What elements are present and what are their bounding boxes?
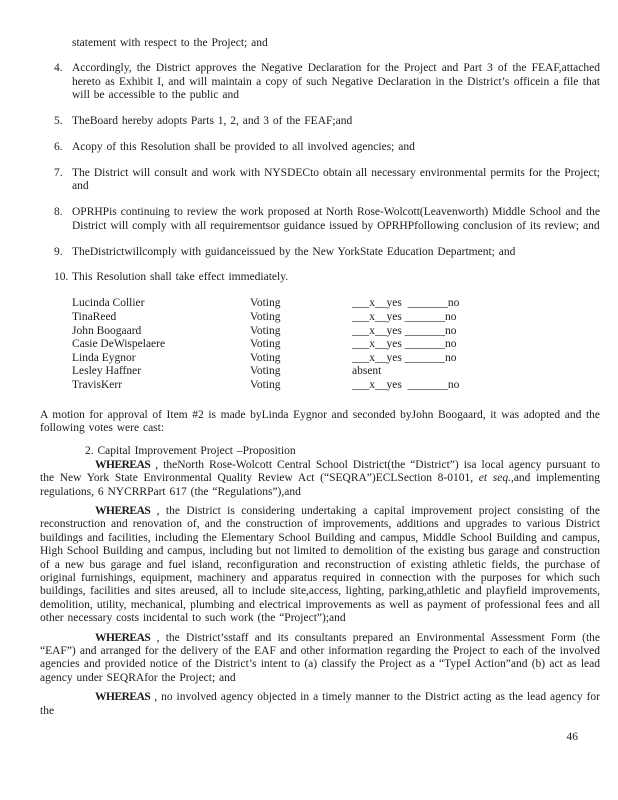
resolution-items bbox=[40, 62, 600, 284]
item-number: 4. bbox=[54, 62, 63, 75]
item-text: TheBoard hereby adopts Parts 1, 2, and 3 of the FEAF;and bbox=[72, 115, 353, 128]
motion-paragraph: A motion for approval of Item #2 is made byLinda Eygnor and seconded byJohn Boogaard, it was adopted and the following votes were cast: bbox=[40, 408, 600, 434]
whereas-text: , no involved agency objected in a timely manner to the District acting as the lead agency for the bbox=[40, 691, 600, 717]
item-number: 8. bbox=[54, 206, 63, 219]
voting-row bbox=[72, 325, 600, 339]
voting-table bbox=[72, 297, 600, 392]
continuation-line: statement with respect to the Project; and bbox=[72, 37, 268, 49]
item-text: Acopy of this Resolution shall be provided to all involved agencies; and bbox=[72, 141, 415, 154]
item-number: 7. bbox=[54, 166, 63, 179]
vote-result: ___x__yes _______no bbox=[352, 324, 457, 337]
vote-result: ___x__yes _______no bbox=[352, 351, 457, 364]
whereas-text: , the District’sstaff and its consultants prepared an Environmental Assessment Form (the “EAF”) and arranged for the delivery of the EAF and other information regarding the Project to each of the involved agencies and provided notice of the District’s intent to (a) classify the Project as a “TypeI Action”and (b) act as lead agency under SEQRAfor the Project; and bbox=[40, 631, 600, 684]
item-number: 10. bbox=[54, 271, 69, 284]
whereas-text: , theNorth Rose-Wolcott Central School District(the “District”) isa local agency pursuant to the New York State Environmental Quality Review Act (“SEQRA”)ECLSection 8-0101, bbox=[40, 458, 600, 485]
whereas-keyword: WHEREAS bbox=[95, 504, 151, 517]
resolution-item-6 bbox=[40, 141, 600, 154]
whereas-paragraph-1 bbox=[40, 459, 600, 499]
vote-result: absent bbox=[352, 365, 382, 378]
vote-result: ___x__yes _______no bbox=[352, 338, 457, 351]
voting-row bbox=[72, 338, 600, 352]
voting-label: Voting bbox=[250, 324, 281, 337]
whereas-keyword: WHEREAS bbox=[95, 691, 151, 704]
whereas-paragraph-2 bbox=[40, 505, 600, 626]
vote-result: ___x__yes _______no bbox=[352, 297, 460, 310]
whereas-text: , the District is considering undertaking a capital improvement project consisting of the reconstruction and renovation of, and the construction of improvements, additions and upgrades to various District buildings and facilities, including the Elementary School Building and campus, Middle School Building and campus, High School Building and campus, including but not limited to demolition of the existing bus garage and construction of a new bus garage and fuel island, reconfiguration and reconstruction of existing athletic fields, the purchase of original furnishings, equipment, machinery and apparatus required in connection with the purposes for which such buildings, facilities and sites areused, all to include site,access, lighting, parking,athletic and playfield improvements, demolition, utility, mechanical, plumbing and electrical improvements as well as payment of professional fees and all other necessary costs incidental to such work (the “Project”);and bbox=[40, 504, 600, 625]
voter-name: TravisKerr bbox=[72, 378, 123, 391]
vote-result: ___x__yes _______no bbox=[352, 310, 457, 323]
voting-label: Voting bbox=[250, 351, 281, 364]
voting-row bbox=[72, 297, 600, 311]
item-text: Accordingly, the District approves the Negative Declaration for the Project and Part 3 of the FEAF,attached hereto as Exhibit I, and will maintain a copy of such Negative Declaration in the District’s officein a file that will be accessible to the public and bbox=[72, 62, 600, 102]
vote-result: ___x__yes _______no bbox=[352, 378, 460, 391]
voting-row bbox=[72, 365, 600, 379]
voter-name: TinaReed bbox=[72, 310, 117, 323]
section-heading: 2. Capital Improvement Project –Proposition bbox=[85, 445, 296, 458]
voting-label: Voting bbox=[250, 310, 281, 323]
voting-label: Voting bbox=[250, 338, 281, 351]
item-number: 5. bbox=[54, 115, 63, 128]
voter-name: Casie DeWispelaere bbox=[72, 338, 166, 351]
item-text: OPRHPis continuing to review the work proposed at North Rose-Wolcott(Leavenworth) Middle School and the District will comply with all requirementsor guidance issued by OPRHPfollowing conclusion of its review; and bbox=[72, 206, 600, 232]
voter-name: John Boogaard bbox=[72, 324, 142, 337]
whereas-text: ,and implementing regulations, 6 NYCRRPart 617 (the “Regulations”),and bbox=[40, 472, 600, 498]
item-text: TheDistrictwillcomply with guidanceissued by the New YorkState Education Department; and bbox=[72, 245, 516, 258]
item-number: 6. bbox=[54, 141, 63, 154]
voting-row bbox=[72, 379, 600, 393]
resolution-item-5 bbox=[40, 115, 600, 128]
voting-row bbox=[72, 352, 600, 366]
latin-phrase: et seq. bbox=[478, 472, 511, 485]
whereas-paragraph-3 bbox=[40, 632, 600, 686]
whereas-paragraph-4 bbox=[40, 691, 600, 718]
resolution-item-10 bbox=[40, 271, 600, 284]
item-number: 9. bbox=[54, 245, 63, 258]
voting-label: Voting bbox=[250, 297, 281, 310]
resolution-item-4 bbox=[40, 62, 600, 102]
resolution-item-7 bbox=[40, 167, 600, 194]
voting-label: Voting bbox=[250, 365, 281, 378]
page-number: 46 bbox=[566, 731, 578, 743]
voting-row bbox=[72, 311, 600, 325]
whereas-keyword: WHEREAS bbox=[95, 631, 151, 644]
resolution-item-8 bbox=[40, 206, 600, 233]
voter-name: Linda Eygnor bbox=[72, 351, 136, 364]
item-text: This Resolution shall take effect immediately. bbox=[72, 271, 289, 284]
voting-label: Voting bbox=[250, 378, 281, 391]
resolution-item-9 bbox=[40, 246, 600, 259]
item-text: The District will consult and work with NYSDECto obtain all necessary environmental permits for the Project; and bbox=[72, 166, 600, 193]
voter-name: Lucinda Collier bbox=[72, 297, 145, 310]
voter-name: Lesley Haffner bbox=[72, 365, 142, 378]
whereas-keyword: WHEREAS bbox=[95, 458, 151, 471]
